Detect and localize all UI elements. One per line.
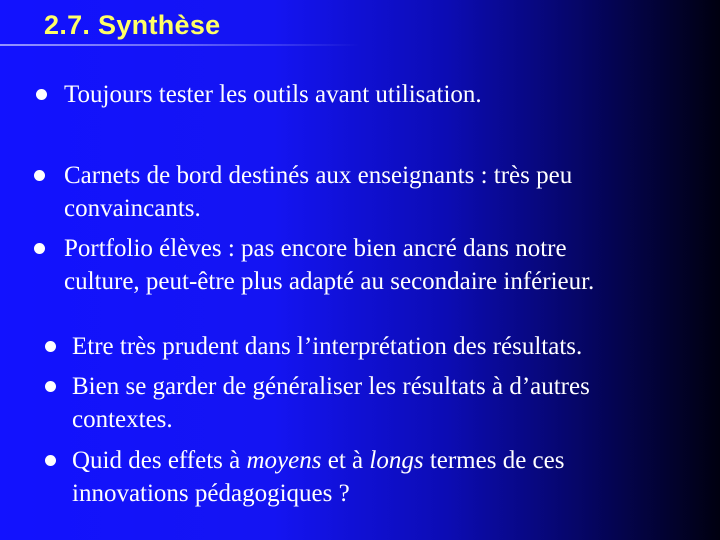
bullet-text: Quid des effets à moyens et à longs termes de ces innovations pédagogiques ?: [72, 447, 565, 507]
slide-title: 2.7. Synthèse: [44, 10, 221, 40]
bullet-text: Carnets de bord destinés aux enseignants : très peu convaincants.: [64, 162, 573, 222]
bullet-icon: [45, 455, 56, 466]
bullet-icon: [34, 243, 45, 254]
title-underline: [0, 44, 360, 46]
bullet-text: Etre très prudent dans l’interprétation des résultats.: [72, 333, 583, 360]
bullet-icon: [34, 170, 45, 181]
bullet-text: Bien se garder de généraliser les résultats à d’autres contextes.: [72, 373, 590, 433]
emphasis-moyens: moyens: [246, 447, 322, 474]
bullet-icon: [36, 89, 47, 100]
bullet-text: Portfolio élèves : pas encore bien ancré dans notre culture, peut-être plus adapté au secondaire inférieur.: [64, 235, 595, 295]
bullet-icon: [45, 381, 56, 392]
bullet-text: Toujours tester les outils avant utilisation.: [64, 81, 482, 108]
emphasis-longs: longs: [369, 447, 424, 474]
bullet-icon: [45, 341, 56, 352]
